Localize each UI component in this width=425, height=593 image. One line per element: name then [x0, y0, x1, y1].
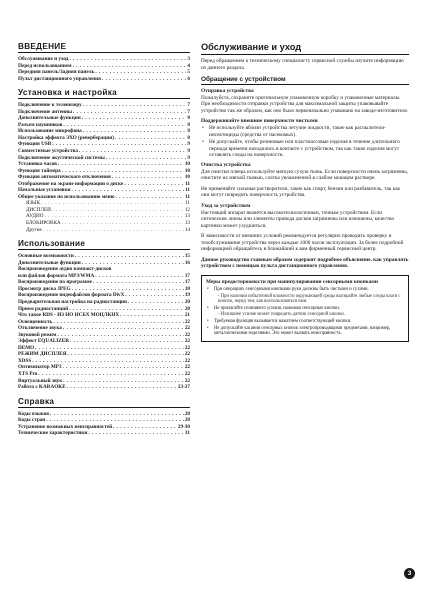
- toc-entry-page: 31: [184, 430, 190, 437]
- toc-entry-page: 10: [184, 167, 190, 174]
- list-item: • Требуемая функция вызывается нажатием соответствующей кнопки.: [206, 319, 404, 325]
- toc-entry-label: Коды языков: [18, 410, 50, 417]
- list-item: • При операциях сенсорными кнопками руки должны быть чистыми и сухими.: [206, 287, 404, 293]
- toc-entry-label: Отображение на экране информации о диске: [18, 180, 124, 187]
- toc-entry-label: Совместимые устройства: [18, 148, 78, 155]
- toc-entry: [18, 384, 190, 391]
- toc-entry-label: или файлов формата MP3/WMA: [18, 272, 95, 279]
- toc-entry-label: Предварительная настройка на радиостанции: [18, 298, 128, 305]
- toc-entry-page: 4: [187, 62, 190, 69]
- toc-entry-label: Прием радиостанций: [18, 305, 69, 312]
- toc-entry-page: 11: [185, 180, 190, 187]
- toc-entry-page: 11: [185, 193, 190, 200]
- toc-entry-page: 3: [187, 56, 190, 62]
- toc-entry-page: 13: [184, 213, 190, 220]
- toc-entry-page: 28: [184, 417, 190, 424]
- toc-entry-label: Устранение возможных неисправностей: [18, 423, 113, 430]
- surfaces-heading: Поддерживайте внешние поверхности чистыми: [201, 118, 318, 125]
- toc-entry-label: Обслуживание и уход: [18, 56, 69, 62]
- remote-note: Данное руководство главным образом содержит подробное объяснение, как управлять устройством с помощью пульта дистанционного управления.: [201, 256, 409, 270]
- toc-entry-label: Просмотр диска JPEG: [18, 285, 71, 292]
- toc-entry-page: 22: [184, 357, 190, 364]
- toc-entry-page: 16: [184, 259, 190, 266]
- toc-entry-label: Использование микрофона: [18, 128, 82, 135]
- table-of-contents: [18, 42, 190, 437]
- toc-entry-label: Другие: [26, 226, 42, 233]
- caution-list: [206, 287, 404, 337]
- toc-leader-dots: [88, 430, 183, 437]
- toc-entry-label: Воспроизведение аудио компакт-дисков: [18, 266, 112, 273]
- touch-buttons-caution-box: [201, 275, 409, 342]
- toc-entry-label: Подключение антенны: [18, 108, 73, 115]
- toc-entry-page: 11: [185, 200, 190, 207]
- device-handling-heading: Обращение с устройством: [201, 76, 286, 83]
- toc-entry-label: Установка часов: [18, 161, 57, 168]
- toc-entry-label: Что такое RDS - ИЗ НО НСБХ МОЦЛКНХ: [18, 312, 120, 319]
- toc-entry-page: 10: [184, 174, 190, 181]
- toc-entry: [18, 430, 190, 437]
- caution-title: Меры предосторожности при манипулировании сенсорными кнопками: [206, 278, 378, 285]
- toc-entry-label: Функция автоматического отключения: [18, 174, 111, 181]
- toc-entry-page: 17: [184, 279, 190, 286]
- toc-entry-label: Функция USB: [18, 141, 52, 148]
- toc-entry-label: Дополнительные функции: [18, 115, 81, 122]
- toc-entry-page: 10: [184, 161, 190, 168]
- toc-entry-label: Подключение к телевизору: [18, 102, 82, 109]
- list-item: • Не допускайте, чтобы резиновые или пластмассовые изделия в течение длительного периода времени находились в контакте с устройством, так как такие изделия могут оставлять следы на поверхности.: [201, 139, 409, 159]
- toc-section-heading: Установка и настройка: [18, 88, 117, 98]
- toc-entry-label: Дополнительные функции: [18, 259, 81, 266]
- toc-leader-dots: [43, 227, 184, 234]
- toc-entry-label: Отключение звука: [18, 325, 62, 332]
- toc-entry-page: 8: [187, 128, 190, 135]
- toc-entry-page: 22: [184, 338, 190, 345]
- toc-entry-page: 13: [184, 220, 190, 227]
- toc-entry-page: 22: [184, 351, 190, 358]
- toc-entry-label: Начальные установки: [18, 187, 71, 194]
- toc-entry-label: Пульт дистанционного управления: [18, 75, 101, 82]
- toc-entry-label: Эффект EQUALIZER: [18, 338, 69, 345]
- toc-entry-page: 22: [184, 364, 190, 371]
- toc-entry-page: 7: [187, 108, 190, 115]
- toc-entry-page: 5: [187, 69, 190, 76]
- shipping-text: Пожалуйста, сохраните оригинальную упаковочную коробку и упаковочные материалы. При необходимости отправки устройства для максимальной защиты упаковывайте устройство так же образом, как оно было первоначально упаковано на заводе-изготовителе.: [201, 94, 409, 114]
- section-divider: [18, 52, 190, 53]
- toc-entry-page: 9: [187, 148, 190, 155]
- toc-entry-label: XDSS: [18, 357, 32, 364]
- toc-entry-page: 8: [187, 121, 190, 128]
- list-item: • Не прилагайте излишнего усилия, нажимая сенсорные кнопки.: [206, 306, 404, 312]
- toc-entry-page: 22: [184, 370, 190, 377]
- toc-entry-label: Функция таймера: [18, 167, 61, 174]
- shipping-heading: Отправка устройства: [201, 87, 254, 94]
- toc-entry-page: 9: [187, 141, 190, 148]
- toc-entry-page: 22: [184, 331, 190, 338]
- care-heading: Уход за устройством: [201, 202, 251, 209]
- toc-leader-dots: [102, 76, 186, 83]
- toc-entry-label: Воспроизведение по программе: [18, 279, 92, 286]
- toc-entry-page: 21: [184, 312, 190, 319]
- care-text-1: Настоящий аппарат является высокотехнологичным, точным устройством. Если оптические линзы или элементы привода дисков загрязнены или изношены, качество картинки может ухудшиться.: [201, 209, 395, 229]
- toc-section-heading: Использование: [18, 239, 86, 249]
- toc-entry-page: 22: [184, 318, 190, 325]
- toc-entry-page: 8: [187, 134, 190, 141]
- toc-entry-page: 8: [187, 115, 190, 122]
- toc-entry-page: 11: [185, 187, 190, 194]
- toc-entry-page: 17: [184, 272, 190, 279]
- toc-entry-label: Настройка эффекта ЭХО (реверберации): [18, 134, 114, 141]
- toc-entry-label: Перед использованием: [18, 62, 72, 69]
- toc-entry-page: 22: [184, 377, 190, 384]
- toc-entry-label: Подключение акустической системы: [18, 154, 105, 161]
- list-subnote: - Излишнее усилие может повредить датчик сенсорной кнопки.: [218, 312, 345, 318]
- heading-divider: [201, 84, 409, 85]
- toc-section-heading: Справка: [18, 396, 55, 406]
- toc-entry-label: Воспроизведение видеофайлов формата DivX: [18, 292, 125, 299]
- toc-entry: [18, 227, 190, 234]
- care-intro: Перед обращением к техническому специалисту сервисной службы изучите информацию из данного раздела.: [201, 58, 404, 71]
- toc-entry-label: Общее указание по использованию меню: [18, 193, 115, 200]
- toc-section-heading: ВВЕДЕНИЕ: [18, 42, 67, 51]
- toc-entry-label: РЕЖИМ ДИСПЛЕЯ: [18, 351, 67, 358]
- title-divider: [201, 54, 409, 55]
- toc-entry-label: Разъем наушников: [18, 121, 63, 128]
- toc-entry-label: Технические характеристики: [18, 430, 88, 437]
- toc-entry-page: 29-30: [177, 423, 190, 430]
- toc-entry-label: Звуковой режим: [18, 331, 57, 338]
- section-divider: [18, 98, 190, 99]
- list-subnote: - При наличии избыточной влажности окружающей среды вытирайте любые следы влаги с кнопок, перед тем, как воспользоваться ими.: [218, 293, 401, 305]
- cleaning-text-2: Не применяйте сильные растворители, такие как спирт, бензин или разбавитель, так как они могут повредить поверхность устройства.: [201, 185, 401, 199]
- toc-leader-dots: [67, 384, 177, 391]
- list-item: • Не допускайте касания сенсорных кнопок электропроводящими предметами, например, металлическими изделиями. Это может вызвать неисправность.: [206, 326, 404, 337]
- page-number: 3: [404, 568, 415, 579]
- toc-entry-page: 18: [184, 285, 190, 292]
- toc-entry-label: DEMO: [18, 344, 35, 351]
- toc-entry-label: ЯЗЫК: [26, 200, 41, 207]
- toc-entry-page: 14: [184, 226, 190, 233]
- toc-entry-label: Основные возможности: [18, 253, 74, 260]
- toc-entry: [18, 76, 190, 83]
- section-divider: [18, 249, 190, 250]
- toc-entry-label: Коды стран: [18, 417, 46, 424]
- surfaces-list: [201, 125, 409, 159]
- toc-entry-page: 6: [187, 75, 190, 82]
- toc-entry-page: 22: [184, 344, 190, 351]
- toc-entry-page: 12: [184, 206, 190, 213]
- toc-entry-label: Передняя панель/Задняя панель: [18, 69, 95, 76]
- toc-entry-page: 7: [187, 102, 190, 109]
- toc-entry-page: 20: [184, 298, 190, 305]
- toc-entry-page: 15: [184, 253, 190, 260]
- toc-entry-page: 9: [187, 154, 190, 161]
- toc-entry-label: Виртуальный звук: [18, 377, 63, 384]
- cleaning-heading: Очистка устройства: [201, 161, 251, 168]
- care-section: [201, 42, 409, 342]
- toc-entry-label: БЛОКИРОВКА: [26, 220, 61, 227]
- toc-entry-label: ДИСПЛЕЙ: [26, 206, 51, 213]
- toc-entry-page: 20: [184, 305, 190, 312]
- toc-entry-page: 22: [184, 325, 190, 332]
- toc-entry-label: Оптимизатор MP3: [18, 364, 62, 371]
- toc-entry-page: 23-27: [177, 384, 190, 391]
- cleaning-text-1: Для очистки плеера используйте мягкую сухую ткань. Если поверхности очень загрязнены, очистите их мягкой тканью, слегка увлажненной в слабом моющем растворе.: [201, 168, 409, 182]
- care-text-2: В зависимости от внешних условий рекомендуется регулярно проводить проверку и техобслуживание устройства через каждые 1000 часов эксплуатации. За более подробной информацией обращайтесь в ближайший к вам фирменный сервисный центр.: [201, 233, 404, 253]
- toc-entry-label: АУДИО: [26, 213, 44, 220]
- toc-entry-page: 19: [184, 292, 190, 299]
- care-title: Обслуживание и уход: [201, 42, 302, 52]
- toc-entry-page: 28: [184, 410, 190, 417]
- toc-entry-label: Освещенность: [18, 318, 53, 325]
- list-item: • Не используйте вблизи устройства летучие жидкости, такие как распылители-инсектициды (средства от насекомых).: [201, 125, 409, 138]
- toc-entry-label: Работа с KARAOKE: [18, 384, 66, 391]
- toc-entry-label: XTS Pro: [18, 370, 38, 377]
- section-divider: [18, 407, 190, 408]
